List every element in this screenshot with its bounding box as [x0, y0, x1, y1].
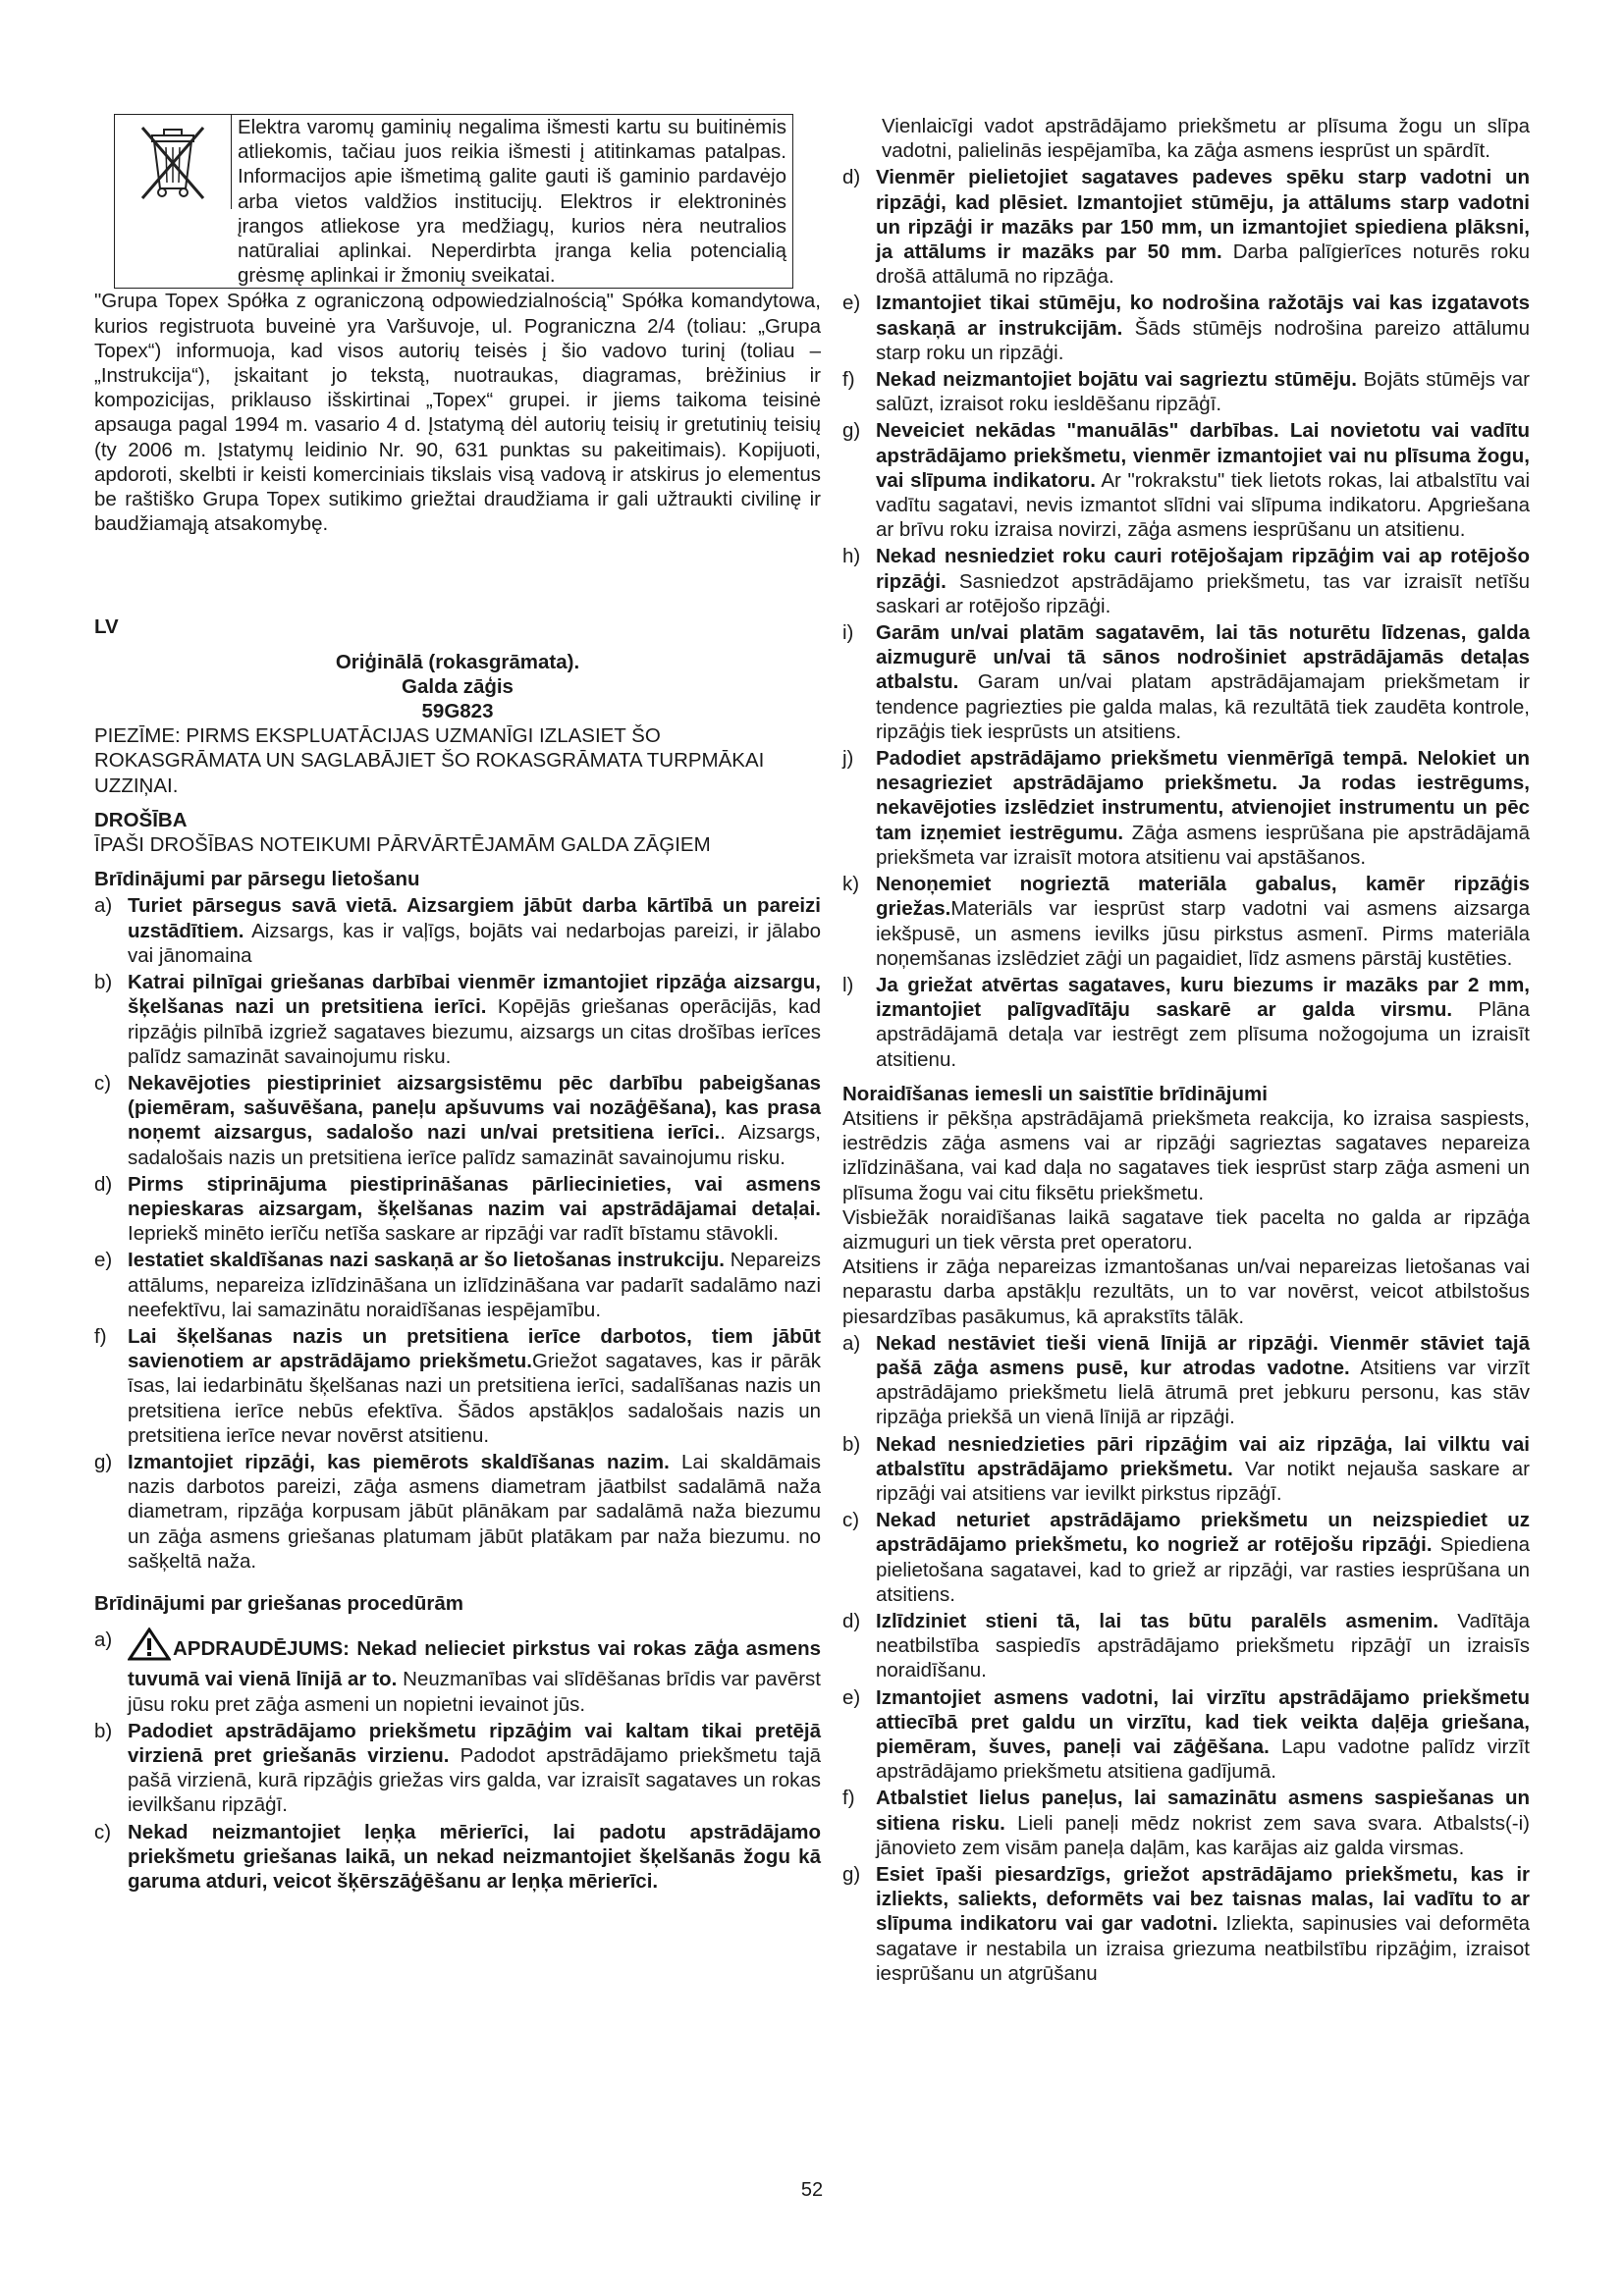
list-item [94, 893, 821, 968]
list-item [94, 1071, 821, 1170]
item-bold-text: Nekavējoties piestipriniet aizsargsistēmu pēc darbību pabeigšanas (piemēram, sašuvēšana, paneļu apšuvums vai nozāģēšana), kas prasa noņemt aizsargus, sadalošo nazi un/vai pretsitiena ierīci. [128, 1071, 821, 1145]
item-bold-text: Neveiciet nekādas "manuālās" darbības. Lai novietotu vai vadītu apstrādājamo priekšmetu, vienmēr izmantojiet vai nu plīsuma žogu, vai slīpuma indikatoru. [876, 419, 1530, 492]
item-label: h) [842, 545, 861, 568]
list-item [94, 1719, 821, 1818]
kickback-paragraphs [842, 1106, 1530, 1329]
item-bold-text: Vienmēr pielietojiet sagataves padeves spēku starp vadotni un ripzāģi, kad plēsiet. Izmantojiet stūmēju, ja attālums starp vadotni un ripzāģi ir mazāks par 150 mm, un izmantojiet spiediena plāksni, ja attālums ir mazāks par 50 mm. [876, 166, 1530, 264]
list-item [842, 418, 1530, 542]
item-bold-text: Pirms stiprinājuma piestiprināšanas pārliecinieties, vai asmens nepieskaras aizsargam, šķelšanas nazim vai apstrādājamai detaļai. [128, 1172, 821, 1220]
item-bold-text: Nekad nestāviet tieši vienā līnijā ar ripzāģi. Vienmēr stāviet tajā pašā zāģa asmens pusē, kur atrodas vadotne. [876, 1331, 1530, 1379]
item-body-text: Padodot apstrādājamo priekšmetu tajā pašā virzienā, kurā ripzāģis griežas virs galda, var izraisīt sagataves un rokas ievilkšanu ripzāģī. [128, 1743, 821, 1817]
item-text [128, 893, 821, 968]
item-text [128, 1248, 821, 1322]
weee-text: Elektra varomų gaminių negalima išmesti kartu su buitinėmis atliekomis, tačiau juos reikia išmesti į atitinkamas patalpas. Informacijos apie išmetimą galite gauti iš gaminio pardavėjo arba vietos valdžios institucijų. Elektros ir elektroninės įrangos atliekose yra medžiagų, kurios nėra neutralios natūraliai aplinkai. Neperdirbta įranga kelia potencialią grėsmę aplinkai ir žmonių sveikatai. [238, 116, 786, 288]
item-label: a) [94, 1629, 113, 1652]
item-bold-text: Padodiet apstrādājamo priekšmetu vienmērīgā tempā. Nelokiet un nesagrieziet apstrādājamo priekšmetu. Ja rodas iestrēgums, nekavējoties izslēdziet instrumentu, atvienojiet instrumentu un pēc tam izņemiet iestrēgumu. [876, 747, 1530, 844]
cutting-warnings-heading: Brīdinājumi par griešanas procedūrām [94, 1591, 463, 1615]
item-body-text: Šāds stūmējs nodrošina pareizo attālumu starp roku un ripzāģi. [876, 316, 1531, 364]
list-item [94, 1324, 821, 1448]
item-label: l) [842, 973, 854, 996]
item-bold-text: Atbalstiet lielus paneļus, lai samazinātu asmens saspiešanas un sitiena risku. [876, 1787, 1530, 1835]
cutting-warnings-list [94, 1628, 821, 1894]
important-note: PIEZĪME: PIRMS EKSPLUATĀCIJAS UZMANĪGI IZLASIET ŠO ROKASGRĀMATA UN SAGLABĀJIET ŠO ROKASGRĀMATA TURPMĀKAI UZZIŅAI. [94, 724, 765, 797]
item-text [876, 291, 1530, 365]
copyright-notice: "Grupa Topex Spółka z ograniczoną odpowiedzialnością" Spółka komandytowa, kurios registruota buveinė yra Varšuvoje, ul. Pograniczna 2/4 (toliau: „Grupa Topex“) informuoja, kad visos autorių teisės į šio vadovo turinį (toliau – „Instrukcija“), įskaitant jo tekstą, nuotraukas, diagramas, brėžinius ir kompozicijas, priklauso išskirtinai „Topex“ grupei. ir jiems taikoma teisinė apsauga pagal 1994 m. vasario 4 d. Įstatymą dėl autorių teisių ir gretutinių teisių (ty 2006 m. Įstatymų leidinio Nr. 90, 631 punktas su pakeitimais). Kopijuoti, apdoroti, skelbti ir keisti komerciniais tikslais visą vadovą ir atskirus jo elementus be raštiško Grupa Topex sutikimo griežtai draudžiama ir gali užtraukti civilinę ir baudžiamąją atsakomybę. [94, 290, 821, 536]
item-text [128, 1172, 821, 1247]
list-item [842, 973, 1530, 1072]
item-label: c) [842, 1509, 860, 1532]
list-item [842, 1331, 1530, 1430]
item-text [128, 1071, 821, 1170]
item-body-text: Neuzmanības vai slīdēšanas brīdis var pavērst jūsu roku pret zāģa asmeni un nopietni ievainot jūs. [128, 1668, 821, 1716]
item-body-text: Sasniedzot apstrādājamo priekšmetu, tas var izraisīt netīšu saskari ar rotējošo ripzāģi. [876, 569, 1530, 617]
item-bold-text: Lai šķelšanas nazis un pretsitiena ierīce darbotos, tiem jābūt savienotiem ar apstrādājamo priekšmetu. [128, 1324, 821, 1373]
item-label: d) [842, 1609, 861, 1632]
list-item [842, 1432, 1530, 1507]
item-label: d) [94, 1172, 113, 1196]
list-item [842, 1685, 1530, 1785]
item-body-text: Lieli paneļi mēdz nokrist zem sava svara. Atbalsts(-i) jānovieto zem visām paneļa daļām, kas karājas aiz galda virsmas. [876, 1811, 1530, 1859]
item-label: k) [842, 873, 860, 896]
kickback-heading: Noraidīšanas iemesli un saistītie brīdinājumi [842, 1082, 1268, 1105]
item-bold-text: Garām un/vai platām sagatavēm, lai tās noturētu līdzenas, galda aizmugurē un/vai tā sānos nodrošiniet apstrādājamās detaļas atbalstu. [876, 621, 1530, 694]
item-text [876, 1862, 1530, 1986]
item-bold-text: Izmantojiet tikai stūmēju, ko nodrošina ražotājs vai kas izgatavots saskaņā ar instrukcijām. [876, 292, 1530, 340]
product-name: Galda zāģis [402, 674, 514, 698]
item-text [876, 1685, 1530, 1785]
list-item [842, 1862, 1530, 1986]
list-item [842, 872, 1530, 971]
item-label: e) [94, 1249, 113, 1272]
right-column [842, 114, 1530, 1986]
list-item [842, 367, 1530, 416]
list-item [842, 1786, 1530, 1860]
item-text [876, 544, 1530, 618]
list-item [94, 1248, 821, 1322]
item-body-text: Griežot sagataves, kas ir pārāk īsas, lai iedarbinātu šķelšanas nazi un pretsitiena ierīci, sadalīšanas nazis un pretsitiena ierīce nebūs efektīva. Šādos apstākļos sadalošais nazis un pretsitiena ierīce nevar novērst atsitienu. [128, 1350, 821, 1447]
item-label: b) [94, 971, 113, 994]
item-label: a) [842, 1331, 861, 1355]
list-item [94, 1628, 821, 1717]
item-body-text: Ar "rokrakstu" tiek lietots rokas, lai atbalstītu vai vadītu sagatavi, nevis izmantot slīdni vai slīpuma indikatoru. Apgriešana ar brīvu roku izraisa novirzi, zāģa asmens iesprūšanu un atsitienu. [876, 468, 1530, 542]
item-bold-text: Esiet īpaši piesardzīgs, griežot apstrādājamo priekšmetu, kas ir izliekts, saliekts, deformēts vai bez taisnas malas, lai vadītu to ar slīpuma indikatoru vai gar vadotni. [876, 1863, 1530, 1936]
item-body-text: Kopējās griešanas operācijās, kad ripzāģis pilnībā izgriež sagataves biezumu, aizsargs un citas drošības ierīces palīdz samazināt savainojumu risku. [128, 995, 821, 1068]
continued-paragraph: Vienlaicīgi vadot apstrādājamo priekšmetu ar plīsuma žogu un slīpa vadotni, palielinās iespējamība, ka zāģa asmens iesprūst un spārdīt. [882, 115, 1530, 163]
item-bold-text: Padodiet apstrādājamo priekšmetu ripzāģim vai kaltam tikai pretējā virzienā pret griešanās virzienu. [128, 1719, 821, 1767]
item-text [128, 1628, 821, 1717]
item-body-text: Iepriekš minēto ierīču netīša saskare ar ripzāģi var radīt bīstamu stāvokli. [128, 1222, 780, 1246]
item-label: g) [842, 1863, 861, 1887]
item-body-text: Nepareizs attālums, nepareiza izlīdzināšana un izlīdzināšana var padarīt sadalāmo nazi neefektīvu, lai samazinātu noraidīšanas iespējamību. [128, 1249, 821, 1321]
item-bold-text: Ja griežat atvērtas sagataves, kuru biezums ir mazāks par 2 mm, izmantojiet palīgvadītāju saskarē ar galda virsmu. [876, 973, 1530, 1022]
item-bold-text: Nekad neizmantojiet bojātu vai sagrieztu stūmēju. [876, 368, 1357, 392]
item-bold-text: Iestatiet skaldīšanas nazi saskaņā ar šo lietošanas instrukciju. [128, 1249, 725, 1272]
language-code: LV [94, 615, 119, 639]
item-text [876, 1432, 1530, 1507]
kickback-paragraph: Atsitiens ir zāģa nepareizas izmantošanas un/vai nepareizas lietošanas vai neparastu darba apstākļu rezultāts, un to var novērst, veicot atbilstošus piesardzības pasākumus, kā aprakstīts tālāk. [842, 1255, 1530, 1328]
item-label: d) [842, 166, 861, 189]
page-number: 52 [800, 2179, 824, 2201]
list-item [842, 1508, 1530, 1607]
item-bold-text: Izlīdziniet stieni tā, lai tas būtu paralēls asmenim. [876, 1609, 1439, 1632]
item-bold-text: Katrai pilnīgai griešanas darbībai vienmēr izmantojiet ripzāģa aizsargu, šķelšanas nazi un pretsitiena ierīci. [128, 971, 821, 1019]
item-bold-text: Nekad neizmantojiet leņķa mērierīci, lai padotu apstrādājamo priekšmetu griešanas laikā, un nekad neizmantojiet šķelšanās žogu kā garuma atduri, veicot šķērszāģēšanu ar leņķa mērierīci. [128, 1820, 821, 1893]
item-bold-text: Turiet pārsegus savā vietā. Aizsargiem jābūt darba kārtībā un pareizi uzstādītiem. [128, 894, 821, 942]
item-body-text: Vadītāja neatbilstība saspiedīs apstrādājamo priekšmetu ripzāģī un izraisīs noraidīšanu. [876, 1609, 1530, 1682]
item-label: e) [842, 292, 861, 315]
item-text [876, 973, 1530, 1072]
item-text [876, 165, 1530, 289]
kickback-warnings-list [842, 1331, 1530, 1986]
item-bold-text: Nekad neturiet apstrādājamo priekšmetu un neizspiediet uz apstrādājamo priekšmetu, ko nogriež ar rotējošu ripzāģi. [876, 1509, 1530, 1557]
item-label: c) [94, 1071, 112, 1095]
list-item [94, 1450, 821, 1574]
item-text [128, 1820, 821, 1895]
item-label: g) [94, 1450, 113, 1473]
item-body-text: Zāģa asmens iesprūšana pie apstrādājamā priekšmeta var izraisīt motora atsitienu vai apstāšanos. [876, 821, 1530, 869]
item-body-text: . Aizsargs, sadalošais nazis un pretsitiena ierīce palīdz samazināt savainojumu risku. [128, 1121, 822, 1169]
item-label: i) [842, 621, 854, 645]
item-label: e) [842, 1685, 861, 1709]
item-body-text: Spiediena pielietošana sagatavei, kad to griež ar ripzāģi, var rasties iesprūšana un atsitiens. [876, 1533, 1530, 1606]
item-bold-text: Izmantojiet ripzāģi, kas piemērots skaldīšanas nazim. [128, 1450, 670, 1473]
model-number: 59G823 [421, 700, 494, 723]
kickback-paragraph: Visbiežāk noraidīšanas laikā sagatave tiek pacelta no galda ar ripzāģa aizmuguri un tiek vērsta pret operatoru. [842, 1205, 1530, 1254]
cutting-warnings-list-continued [842, 165, 1530, 1071]
item-text [876, 1609, 1530, 1683]
list-item [842, 165, 1530, 289]
item-bold-text: Nenoņemiet nogrieztā materiāla gabalus, kamēr ripzāģis griežas. [876, 873, 1530, 921]
item-text [876, 1786, 1530, 1860]
list-item [94, 1172, 821, 1247]
crossed-out-wheelie-bin-icon [115, 115, 232, 209]
list-item [842, 291, 1530, 365]
doc-title: Oriģinālā (rokasgrāmata). [335, 650, 580, 673]
item-body-text: Bojāts stūmējs var salūzt, izraisot roku iesldēšanu ripzāģī. [876, 368, 1530, 416]
left-column [94, 114, 821, 1894]
item-text [876, 872, 1530, 971]
list-item [842, 544, 1530, 618]
safety-heading: DROŠĪBA [94, 808, 188, 831]
item-body-text: Garam un/vai platam apstrādājamajam priekšmetam ir tendence pagriezties pie galda malas, kā rezultātā tiek zaudēta kontrole, ripzāģis tiek iesprūsts un atsitiens. [876, 670, 1530, 743]
item-body-text: Materiāls var iesprūst starp vadotni vai asmens aizsarga iekšpusē, un asmens ievilks jūsu pirkstus asmenī. Pirms materiāla noņemšanas izslēdziet zāģi un pagaidiet, līdz asmens pārstāj kustēties. [876, 897, 1530, 970]
item-bold-text: Izmantojiet asmens vadotni, lai virzītu apstrādājamo priekšmetu attiecībā pret galdu un virzītu, kad tiek veikta daļēja griešana, piemēram, šuves, paneļi vai zāģēšana. [876, 1685, 1530, 1758]
item-bold-text: Nekad nesniedziet roku cauri rotējošajam ripzāģim vai ap rotējošo ripzāģi. [876, 545, 1530, 593]
item-label: c) [94, 1820, 112, 1843]
item-text [128, 1719, 821, 1818]
safety-subheading: ĪPAŠI DROŠĪBAS NOTEIKUMI PĀRVĀRTĒJAMĀM GALDA ZĀĢIEM [94, 833, 711, 857]
item-text [876, 367, 1530, 416]
item-label: a) [94, 894, 113, 918]
guard-warnings-list [94, 893, 821, 1573]
item-label: f) [94, 1324, 107, 1348]
item-text [128, 970, 821, 1069]
item-body-text: Aizsargs, kas ir vaļīgs, bojāts vai nedarbojas pareizi, ir jālabo vai jānomaina [128, 919, 821, 967]
item-text [876, 418, 1530, 542]
list-item [94, 970, 821, 1069]
item-body-text: Atsitiens var virzīt apstrādājamo priekšmetu lielā ātrumā pret jebkuru personu, kas stāv ripzāģa priekšā un vienā līnijā ar ripzāģi. [876, 1356, 1530, 1429]
list-item [842, 620, 1530, 744]
item-label: b) [842, 1432, 861, 1456]
item-text [876, 746, 1530, 870]
list-item [94, 1820, 821, 1895]
item-body-text: Izliekta, sapinusies vai deformēta sagatave ir nestabila un izraisa griezuma neatbilstību ripzāģim, izraisot iesprūšanu un atgrūšanu [876, 1912, 1530, 1985]
item-bold-text: Nekad nesniedzieties pāri ripzāģim vai aiz ripzāģa, lai vilktu vai atbalstītu apstrādājamo priekšmetu. [876, 1432, 1530, 1480]
item-body-text: Plāna apstrādājamā detaļa var iestrēgt zem plīsuma nožogojuma un izraisīt atsitienu. [876, 998, 1530, 1071]
warning-triangle-icon [128, 1628, 171, 1667]
item-label: f) [842, 368, 855, 392]
item-text [876, 1331, 1530, 1430]
kickback-paragraph: Atsitiens ir pēkšņa apstrādājamā priekšmeta reakcija, ko izraisa saspiests, iestrēdzis zāģa asmens vai ar ripzāģi sagrieztas sagataves nepareiza izlīdzināšana, vai kad daļa no sagataves tiek iesprūst starp zāģa asmeni un plīsuma žogu vai citu fiksētu priekšmetu. [842, 1106, 1530, 1204]
item-text [876, 1508, 1530, 1607]
list-item [842, 746, 1530, 870]
item-body-text: Darba palīgierīces noturēs roku drošā attālumā no ripzāģa. [876, 240, 1530, 289]
guard-warnings-heading: Brīdinājumi par pārsegu lietošanu [94, 868, 420, 891]
item-text [128, 1324, 821, 1448]
item-label: f) [842, 1787, 855, 1810]
item-body-text: Lapu vadotne palīdz virzīt apstrādājamo priekšmetu atsitiena gadījumā. [876, 1735, 1530, 1784]
list-item [842, 1609, 1530, 1683]
weee-notice-box [114, 114, 793, 289]
item-body-text: Var notikt nejauša saskare ar ripzāģi vai atsitiens var ievilkt pirkstus ripzāģī. [876, 1457, 1530, 1505]
item-label: b) [94, 1719, 113, 1742]
item-bold-text: APDRAUDĒJUMS: Nekad nelieciet pirkstus vai rokas zāģa asmens tuvumā vai vienā līnijā ar to. [128, 1637, 821, 1691]
item-text [876, 620, 1530, 744]
item-text [128, 1450, 821, 1574]
item-label: g) [842, 419, 861, 443]
item-label: j) [842, 747, 854, 771]
item-body-text: Lai skaldāmais nazis darbotos pareizi, zāģa asmens diametram jāatbilst sadalāmā naža diametram, ripzāģa korpusam jābūt plānākam par sadalāmā naža biezumu un zāģa asmens griešanas platumam jābūt platākam par naža biezumu. no sašķeltā naža. [128, 1450, 821, 1573]
